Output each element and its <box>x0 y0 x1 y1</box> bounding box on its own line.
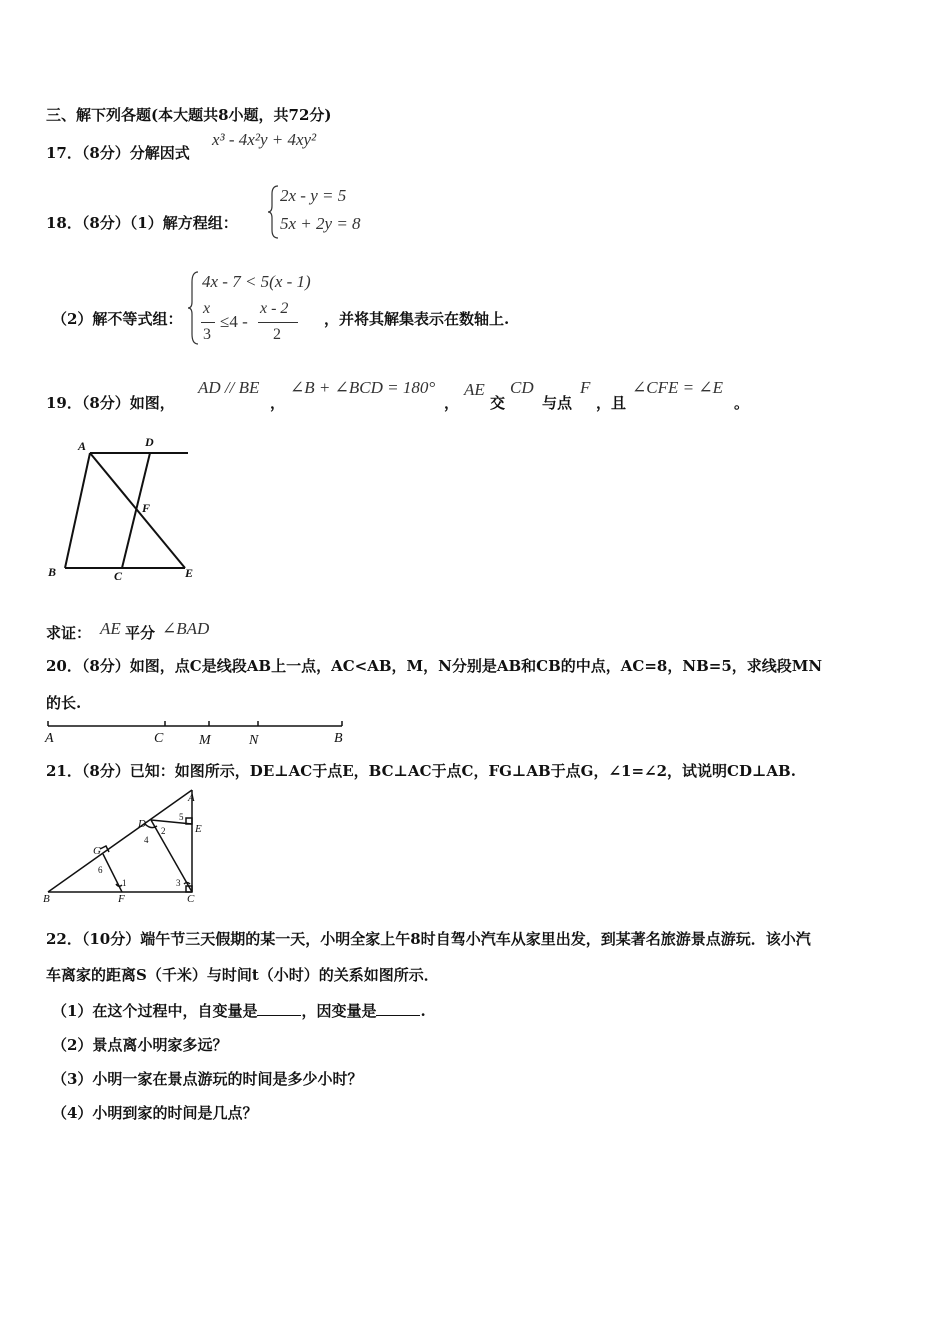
line-ae <box>90 453 185 568</box>
q19-cond3: AE <box>464 380 485 399</box>
answer-blank-1[interactable] <box>257 1003 301 1016</box>
line-ab <box>65 453 90 568</box>
fig20-label-b: B <box>334 731 343 746</box>
q18-part2-tail: ，并将其解集表示在数轴上. <box>324 310 510 328</box>
q20-figure <box>40 715 350 747</box>
q22-sub1 <box>52 1000 426 1021</box>
fig21-angle-1: 1 <box>122 878 127 888</box>
q19-sep1: ， <box>270 394 286 412</box>
fig19-label-d: D <box>145 435 154 449</box>
fig21-label-a: A <box>188 792 195 804</box>
q22-sub2: （2）景点离小明家多远？ <box>52 1036 228 1054</box>
q22-line1: 22．（10分）端午节三天假期的某一天，小明全家上午8时自驾小汽车从家里出发，到某著名旅游景点游玩．该小汽 <box>46 930 811 948</box>
q19-cond2: ∠B + ∠BCD = 180° <box>290 378 436 397</box>
fig21-angle-3: 3 <box>176 878 181 888</box>
answer-blank-2[interactable] <box>376 1003 420 1016</box>
q22-sub4: （4）小明到家的时间是几点？ <box>52 1104 258 1122</box>
le-four: ≤4 - <box>220 312 248 331</box>
frac-x-bar <box>201 322 215 323</box>
fig21-label-f: F <box>118 893 125 905</box>
fig19-label-b: B <box>48 565 57 579</box>
q19-cond6: ∠CFE = ∠E <box>632 378 723 397</box>
q17-label: 17．（8分）分解因式 <box>46 144 190 162</box>
frac2-bar <box>258 322 298 323</box>
q21-text: 21．（8分）已知：如图所示，DE⊥AC于点E，BC⊥AC于点C，FG⊥AB于点G，∠1=∠2，试说明CD⊥AB. <box>46 762 796 780</box>
fig21-angle-6: 6 <box>98 865 103 875</box>
fig19-label-f: F <box>142 501 151 515</box>
q19-qie: ，且 <box>596 394 627 412</box>
fig21-label-g: G <box>93 845 101 857</box>
q19-jiao: 交 <box>490 394 506 412</box>
q22-line2: 车离家的距离S（千米）与时间t（小时）的关系如图所示． <box>46 966 439 984</box>
fig19-label-e: E <box>185 566 194 580</box>
q22-sub1-c: . <box>420 1002 426 1020</box>
fig21-label-b: B <box>43 893 50 905</box>
q19-proof-ae: AE <box>100 619 121 638</box>
q19-cond4: CD <box>510 378 534 397</box>
q19-yu-dian: 与点 <box>542 394 573 412</box>
fig20-label-a: A <box>45 731 54 746</box>
fig20-label-m: M <box>199 733 211 747</box>
section-title: 三、解下列各题(本大题共8小题，共72分) <box>46 106 332 124</box>
frac-x-numerator: x <box>203 300 211 317</box>
q19-cond5: F <box>580 378 591 397</box>
q19-proof-pingfen: 平分 <box>125 624 156 642</box>
q20-line1: 20．（8分）如图，点C是线段AB上一点，AC<AB，M，N分别是AB和CB的中点，AC=8，NB=5，求线段MN <box>46 657 823 675</box>
q17-expression: x³ - 4x²y + 4xy² <box>212 130 317 149</box>
q19-cond1: AD // BE <box>198 378 260 397</box>
fig19-label-c: C <box>114 569 123 583</box>
line-ba <box>48 790 192 892</box>
q19-proof-label: 求证： <box>46 624 92 642</box>
fig21-label-d: D <box>138 818 146 830</box>
q19-sep2: ， <box>444 394 460 412</box>
frac2-denominator: 2 <box>273 326 281 343</box>
ineq-1: 4x - 7 < 5(x - 1) <box>202 272 311 291</box>
line-dc <box>151 820 192 892</box>
q19-period: 。 <box>734 394 750 412</box>
fig21-angle-2: 2 <box>161 826 166 836</box>
q18-part2-label: （2）解不等式组： <box>52 310 183 328</box>
q19-label: 19．（8分）如图， <box>46 394 175 412</box>
fig21-angle-5: 5 <box>179 812 184 822</box>
fig20-label-c: C <box>154 731 164 746</box>
system1-brace <box>268 184 280 240</box>
q19-figure <box>40 432 200 584</box>
frac2-numerator: x - 2 <box>260 300 289 317</box>
q22-sub1-b: ，因变量是 <box>301 1002 377 1020</box>
q22-sub1-a: （1）在这个过程中，自变量是 <box>52 1002 258 1020</box>
system1-eq2: 5x + 2y = 8 <box>280 214 361 233</box>
fig21-label-c: C <box>187 893 195 905</box>
q22-sub3: （3）小明一家在景点游玩的时间是多少小时？ <box>52 1070 363 1088</box>
fig20-label-n: N <box>249 733 259 747</box>
fig21-angle-4: 4 <box>144 835 149 845</box>
fig21-label-e: E <box>195 823 202 835</box>
frac-x-denominator: 3 <box>203 326 211 343</box>
ineq-brace <box>188 270 200 346</box>
q18-part1-label: 18．（8分）（1）解方程组： <box>46 214 238 232</box>
q19-proof-angle: ∠BAD <box>162 619 210 638</box>
q20-line2: 的长. <box>46 694 82 712</box>
fig19-label-a: A <box>78 439 87 453</box>
system1-eq1: 2x - y = 5 <box>280 186 347 205</box>
q21-figure <box>40 786 220 906</box>
